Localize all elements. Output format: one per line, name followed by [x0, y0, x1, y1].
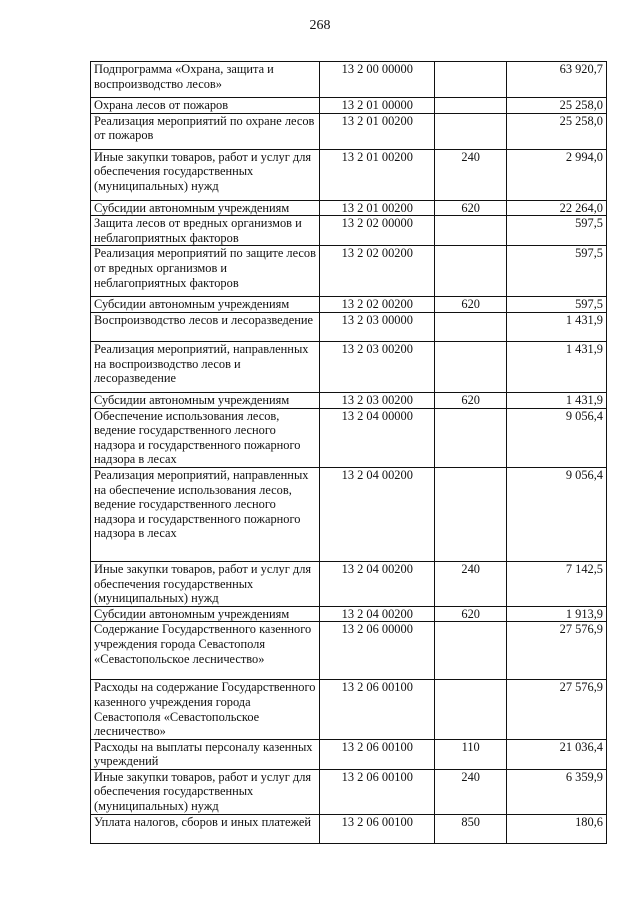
row-name-cell: Реализация мероприятий, направленных на обеспечение использования лесов, ведение государственного лесного надзора и государственного пожарного надзора в лесах	[91, 467, 320, 561]
row-expense-type-cell	[435, 312, 507, 341]
table-row	[91, 62, 607, 98]
row-amount-cell: 1 431,9	[507, 341, 607, 392]
row-expense-type-cell	[435, 467, 507, 561]
row-code-cell: 13 2 03 00200	[320, 341, 435, 392]
row-expense-type-cell	[435, 113, 507, 149]
row-name-cell: Содержание Государственного казенного учреждения города Севастополя «Севастопольское лесничество»	[91, 622, 320, 680]
row-expense-type-cell: 850	[435, 814, 507, 843]
row-amount-cell: 25 258,0	[507, 113, 607, 149]
table-row	[91, 622, 607, 680]
row-amount-cell: 9 056,4	[507, 408, 607, 467]
row-amount-cell: 25 258,0	[507, 98, 607, 114]
row-name-cell: Воспроизводство лесов и лесоразведение	[91, 312, 320, 341]
row-amount-cell: 22 264,0	[507, 200, 607, 216]
row-expense-type-cell: 240	[435, 769, 507, 814]
row-code-cell: 13 2 01 00200	[320, 149, 435, 200]
table-row	[91, 113, 607, 149]
row-expense-type-cell: 620	[435, 606, 507, 622]
row-code-cell: 13 2 02 00000	[320, 216, 435, 246]
row-amount-cell: 27 576,9	[507, 622, 607, 680]
table-row	[91, 297, 607, 313]
page-number: 268	[309, 18, 331, 33]
table-row	[91, 98, 607, 114]
row-expense-type-cell	[435, 246, 507, 297]
table-row	[91, 467, 607, 561]
row-name-cell: Обеспечение использования лесов, ведение государственного лесного надзора и государственного пожарного надзора в лесах	[91, 408, 320, 467]
row-amount-cell: 7 142,5	[507, 561, 607, 606]
row-amount-cell: 27 576,9	[507, 680, 607, 739]
table-row	[91, 561, 607, 606]
row-expense-type-cell: 110	[435, 739, 507, 769]
row-expense-type-cell: 240	[435, 561, 507, 606]
row-amount-cell: 21 036,4	[507, 739, 607, 769]
row-expense-type-cell	[435, 622, 507, 680]
table-row	[91, 341, 607, 392]
table-row	[91, 680, 607, 739]
row-amount-cell: 1 913,9	[507, 606, 607, 622]
table-row	[91, 606, 607, 622]
table-row	[91, 149, 607, 200]
table-row	[91, 246, 607, 297]
row-code-cell: 13 2 06 00000	[320, 622, 435, 680]
table-row	[91, 392, 607, 408]
table-row	[91, 200, 607, 216]
row-amount-cell: 180,6	[507, 814, 607, 843]
row-code-cell: 13 2 04 00200	[320, 561, 435, 606]
row-code-cell: 13 2 06 00100	[320, 739, 435, 769]
row-name-cell: Уплата налогов, сборов и иных платежей	[91, 814, 320, 843]
row-name-cell: Реализация мероприятий, направленных на воспроизводство лесов и лесоразведение	[91, 341, 320, 392]
row-amount-cell: 1 431,9	[507, 392, 607, 408]
row-name-cell: Иные закупки товаров, работ и услуг для обеспечения государственных (муниципальных) нужд	[91, 149, 320, 200]
row-name-cell: Иные закупки товаров, работ и услуг для обеспечения государственных (муниципальных) нужд	[91, 561, 320, 606]
row-code-cell: 13 2 04 00200	[320, 606, 435, 622]
row-expense-type-cell	[435, 98, 507, 114]
table-row	[91, 814, 607, 843]
row-code-cell: 13 2 00 00000	[320, 62, 435, 98]
row-amount-cell: 63 920,7	[507, 62, 607, 98]
row-expense-type-cell: 620	[435, 200, 507, 216]
row-name-cell: Субсидии автономным учреждениям	[91, 392, 320, 408]
row-code-cell: 13 2 01 00000	[320, 98, 435, 114]
row-amount-cell: 9 056,4	[507, 467, 607, 561]
row-amount-cell: 597,5	[507, 297, 607, 313]
row-expense-type-cell	[435, 680, 507, 739]
row-code-cell: 13 2 03 00000	[320, 312, 435, 341]
row-amount-cell: 6 359,9	[507, 769, 607, 814]
row-expense-type-cell: 620	[435, 297, 507, 313]
row-name-cell: Охрана лесов от пожаров	[91, 98, 320, 114]
row-code-cell: 13 2 03 00200	[320, 392, 435, 408]
row-code-cell: 13 2 06 00100	[320, 769, 435, 814]
row-amount-cell: 2 994,0	[507, 149, 607, 200]
row-name-cell: Субсидии автономным учреждениям	[91, 606, 320, 622]
budget-table-body	[91, 62, 607, 844]
row-code-cell: 13 2 01 00200	[320, 113, 435, 149]
row-expense-type-cell: 240	[435, 149, 507, 200]
row-expense-type-cell	[435, 408, 507, 467]
row-code-cell: 13 2 04 00200	[320, 467, 435, 561]
row-amount-cell: 597,5	[507, 246, 607, 297]
budget-table	[90, 61, 607, 844]
row-name-cell: Реализация мероприятий по защите лесов от вредных организмов и неблагоприятных факторов	[91, 246, 320, 297]
table-row	[91, 739, 607, 769]
table-row	[91, 216, 607, 246]
table-row	[91, 312, 607, 341]
row-code-cell: 13 2 02 00200	[320, 246, 435, 297]
table-row	[91, 408, 607, 467]
row-name-cell: Расходы на содержание Государственного казенного учреждения города Севастополя «Севастопольское лесничество»	[91, 680, 320, 739]
row-name-cell: Расходы на выплаты персоналу казенных учреждений	[91, 739, 320, 769]
row-code-cell: 13 2 06 00100	[320, 680, 435, 739]
row-name-cell: Субсидии автономным учреждениям	[91, 297, 320, 313]
row-amount-cell: 597,5	[507, 216, 607, 246]
table-row	[91, 769, 607, 814]
row-amount-cell: 1 431,9	[507, 312, 607, 341]
row-name-cell: Подпрограмма «Охрана, защита и воспроизводство лесов»	[91, 62, 320, 98]
row-code-cell: 13 2 01 00200	[320, 200, 435, 216]
row-expense-type-cell	[435, 341, 507, 392]
row-code-cell: 13 2 02 00200	[320, 297, 435, 313]
row-expense-type-cell: 620	[435, 392, 507, 408]
row-name-cell: Реализация мероприятий по охране лесов от пожаров	[91, 113, 320, 149]
row-expense-type-cell	[435, 62, 507, 98]
row-expense-type-cell	[435, 216, 507, 246]
row-name-cell: Иные закупки товаров, работ и услуг для обеспечения государственных (муниципальных) нужд	[91, 769, 320, 814]
row-name-cell: Защита лесов от вредных организмов и неблагоприятных факторов	[91, 216, 320, 246]
row-name-cell: Субсидии автономным учреждениям	[91, 200, 320, 216]
row-code-cell: 13 2 06 00100	[320, 814, 435, 843]
row-code-cell: 13 2 04 00000	[320, 408, 435, 467]
